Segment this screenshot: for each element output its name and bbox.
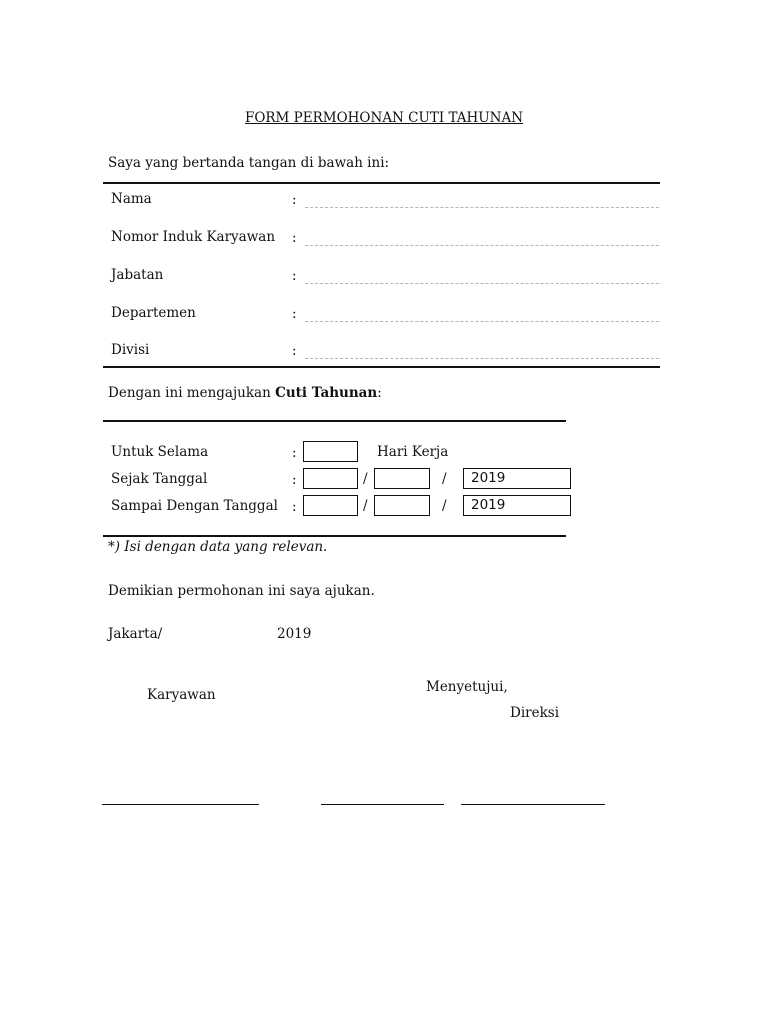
field-colon: : xyxy=(292,343,297,359)
field-label-divisi: Divisi xyxy=(111,342,150,358)
signature-line-employee[interactable] xyxy=(102,804,259,805)
signature-director-label: Direksi xyxy=(510,705,560,721)
field-line-jabatan[interactable] xyxy=(305,283,659,284)
field-colon: : xyxy=(292,306,297,322)
fields-bottom-rule xyxy=(103,366,660,368)
field-colon: : xyxy=(292,472,297,488)
to-label: Sampai Dengan Tanggal xyxy=(111,498,278,514)
duration-label: Untuk Selama xyxy=(111,444,209,460)
to-month-input[interactable] xyxy=(374,495,430,516)
place-text: Jakarta/ xyxy=(108,626,163,642)
to-day-input[interactable] xyxy=(303,495,358,516)
to-year-value: 2019 xyxy=(471,497,506,513)
signature-approved-label: Menyetujui, xyxy=(426,679,508,695)
field-line-divisi[interactable] xyxy=(305,358,659,359)
field-line-nik[interactable] xyxy=(305,245,659,246)
duration-unit: Hari Kerja xyxy=(377,444,449,460)
footnote: *) Isi dengan data yang relevan. xyxy=(108,539,328,555)
from-year-value: 2019 xyxy=(471,470,506,486)
place-year: 2019 xyxy=(277,626,312,642)
closing-text: Demikian permohonan ini saya ajukan. xyxy=(108,583,375,599)
date-slash: / xyxy=(442,471,447,487)
duration-input[interactable] xyxy=(303,441,358,462)
from-label: Sejak Tanggal xyxy=(111,471,208,487)
field-line-nama[interactable] xyxy=(305,207,659,208)
from-month-input[interactable] xyxy=(374,468,430,489)
request-prefix: Dengan ini mengajukan xyxy=(108,385,276,401)
signature-line-director[interactable] xyxy=(461,804,605,805)
leave-bottom-rule xyxy=(103,535,566,537)
field-colon: : xyxy=(292,499,297,515)
request-suffix: : xyxy=(377,385,382,401)
date-slash: / xyxy=(363,498,368,514)
field-label-jabatan: Jabatan xyxy=(111,267,164,283)
leave-top-rule xyxy=(103,420,566,422)
intro-text: Saya yang bertanda tangan di bawah ini: xyxy=(108,155,390,171)
field-colon: : xyxy=(292,445,297,461)
from-year-input[interactable] xyxy=(463,468,571,489)
field-colon: : xyxy=(292,268,297,284)
field-label-nik: Nomor Induk Karyawan xyxy=(111,229,276,245)
form-title: FORM PERMOHONAN CUTI TAHUNAN xyxy=(244,110,524,126)
date-slash: / xyxy=(363,471,368,487)
date-slash: / xyxy=(442,498,447,514)
signature-line-approver[interactable] xyxy=(321,804,444,805)
field-colon: : xyxy=(292,192,297,208)
field-label-nama: Nama xyxy=(111,191,152,207)
from-day-input[interactable] xyxy=(303,468,358,489)
field-label-departemen: Departemen xyxy=(111,305,196,321)
request-text xyxy=(108,385,382,401)
to-year-input[interactable] xyxy=(463,495,571,516)
signature-employee-label: Karyawan xyxy=(147,687,216,703)
request-type: Cuti Tahunan xyxy=(275,385,378,401)
field-colon: : xyxy=(292,230,297,246)
field-line-departemen[interactable] xyxy=(305,321,659,322)
top-rule xyxy=(103,182,660,184)
